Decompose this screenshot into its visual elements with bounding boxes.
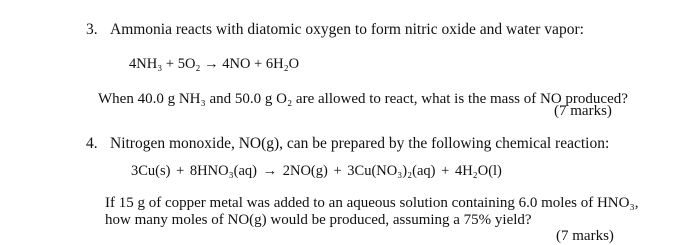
q4-product-2: 3Cu(NO₃)₂(aq) (347, 163, 436, 179)
q4-reactant-1: 3Cu(s) (131, 163, 171, 179)
reaction-arrow-icon: → (262, 163, 278, 179)
q3-product-2: 6H₂O (265, 56, 300, 72)
q3-product-1: 4NO (222, 56, 251, 72)
q4-number: 4. (86, 135, 98, 152)
q3-reactant-2: 5O₂ (177, 56, 201, 72)
q3-equation: 4NH₃ + 5O₂ → 4NO + 6H₂O (129, 56, 300, 72)
q3-question: When 40.0 g NH₃ and 50.0 g O₂ are allowed to react, what is the mass of NO produced? (98, 91, 628, 107)
q4-prompt: Nitrogen monoxide, NO(g), can be prepared by the following chemical reaction: (110, 135, 610, 152)
q4-question-line-1: If 15 g of copper metal was added to an aqueous solution containing 6.0 moles of HNO₃, (105, 195, 639, 211)
reaction-arrow-icon: → (204, 56, 219, 72)
q4-product-3: 4H₂O(l) (454, 163, 502, 179)
q4-equation: 3Cu(s) + 8HNO₃(aq) → 2NO(g) + 3Cu(NO₃)₂(aq) + 4H₂O(l) (131, 163, 502, 179)
q4-question-line-2: how many moles of NO(g) would be produced, assuming a 75% yield? (105, 212, 532, 228)
q4-product-1: 2NO(g) (282, 163, 328, 179)
q4-marks: (7 marks) (556, 228, 614, 244)
q3-reactant-1: 4NH₃ (129, 56, 163, 72)
q3-number: 3. (86, 21, 98, 38)
q4-reactant-2: 8HNO₃(aq) (189, 163, 257, 179)
q3-prompt: Ammonia reacts with diatomic oxygen to form nitric oxide and water vapor: (110, 21, 584, 38)
q3-marks: (7 marks) (554, 103, 612, 119)
